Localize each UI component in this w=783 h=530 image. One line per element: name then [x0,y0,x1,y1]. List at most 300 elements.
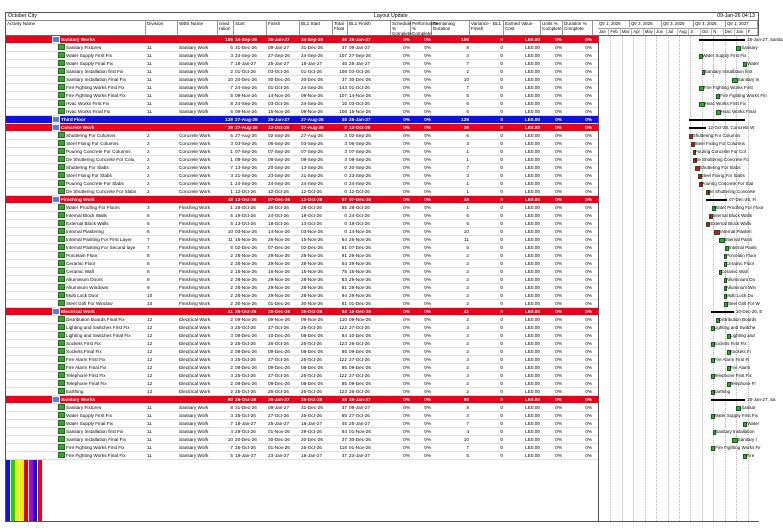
cell-blf: 20-Sep-26 [349,165,371,170]
cell-sp: 0% [403,205,410,210]
cell-pc: 0% [555,309,562,314]
activity-row[interactable] [6,188,598,196]
activity-row[interactable] [6,316,598,324]
column-header-name[interactable]: Activity Name [6,21,146,35]
cell-start: 27-Aug-26 [235,117,258,122]
cell-wbs: Sanitary Work [179,421,209,426]
column-header-rd[interactable]: Remaining Duration [432,21,470,35]
activity-row[interactable] [6,252,598,260]
activity-row[interactable] [6,348,598,356]
activity-icon [58,220,65,226]
cell-pc: 0% [555,213,562,218]
activity-icon [58,204,65,210]
cell-blf: 23-Sep-26 [349,173,371,178]
wbs-row[interactable] [6,116,598,124]
cell-pp: 0% [424,181,431,186]
activity-name: Hvac Works Final Fix [66,109,111,114]
cell-finish: 25-Jan-27 [268,397,290,402]
activity-row[interactable] [6,444,598,452]
cell-bls: 03-Sep-26 [301,141,323,146]
cell-pp: 0% [424,381,431,386]
activity-row[interactable] [6,332,598,340]
cell-pc: 0% [555,325,562,330]
cell-blf: 30-Dec-26 [349,437,371,442]
cell-rd: 1 [466,205,469,210]
column-header-od[interactable]: nned ration [218,21,234,35]
cell-vbl: 0 [500,357,503,362]
activity-name: Electrical Work [61,309,95,314]
cell-sp: 0% [403,181,410,186]
cell-start: 27-Aug-26 [235,133,257,138]
cell-ev: LE0.00 [525,77,540,82]
cell-dp: 0% [585,261,592,266]
cell-wbs: Sanitary Work [179,69,209,74]
cell-tf: 45 [341,421,347,426]
cell-od: 3 [230,173,233,178]
activity-name: Hvac Works First Fix [66,101,110,106]
cell-wbs: Electrical Work [179,357,211,362]
column-header-wbs[interactable]: WBS Name [178,21,218,35]
activity-row[interactable] [6,172,598,180]
cell-start: 25-Oct-26 [235,445,256,450]
column-header-sp[interactable]: Schedule % Complete [392,21,412,36]
month-label: Jan [598,28,609,35]
cell-vbl: 0 [500,453,503,458]
cell-ev: LE0.00 [525,261,540,266]
wbs-row[interactable] [6,196,598,204]
cell-pc: 0% [555,341,562,346]
cell-od: 2 [230,365,233,370]
activity-row[interactable] [6,356,598,364]
cell-ev: LE0.00 [525,253,540,258]
column-header-vbl[interactable]: Variance - BL1 Finish [470,21,504,35]
activity-name: Lighting and Switches First Fix [66,325,130,330]
activity-icon [58,284,65,290]
wbs-row[interactable] [6,36,598,44]
gantt-bar-label: Sanitary I [737,437,757,442]
cell-wbs: Sanitary Work [179,445,209,450]
cell-wbs: Concrete Work [179,181,211,186]
activity-row[interactable] [6,148,598,156]
cell-pp: 0% [424,77,431,82]
cell-od: 6 [230,133,233,138]
cell-finish: 23-Sep-26 [268,173,290,178]
gantt-bar-label: Alluminum Win [725,285,756,290]
cell-finish: 29-Nov-26 [268,253,290,258]
gantt-bar-label: Sockets First Fix [713,341,747,346]
cell-div: 12 [147,325,153,330]
activity-row[interactable] [6,324,598,332]
cell-pc: 0% [555,381,562,386]
wbs-row[interactable] [6,396,598,404]
cell-sp: 0% [403,229,410,234]
activity-icon [58,452,65,458]
cell-bls: 01-Oct-26 [301,69,322,74]
cell-start: 28-Nov-26 [235,261,257,266]
cell-div: 11 [147,405,152,410]
activity-icon [58,60,65,66]
column-header-finish[interactable]: Finish [267,21,300,35]
gantt-bar-label: 25-Jan-27, Sa [747,397,776,402]
activity-icon [58,44,65,50]
activity-row[interactable] [6,204,598,212]
cell-bls: 09-Nov-26 [301,93,323,98]
cell-ev: LE0.00 [525,293,540,298]
cell-div: 12 [147,357,153,362]
cell-pc: 0% [555,189,562,194]
gantt-bar-label: Fire Fighting Works Fir [715,445,761,450]
wbs-summary-bar[interactable] [711,399,745,401]
cell-vbl: 0 [500,301,503,306]
cell-pp: 0% [424,357,431,362]
cell-sp: 0% [403,389,410,394]
cell-ev: LE0.00 [524,309,540,314]
cell-bls: 28-Nov-26 [301,285,323,290]
cell-rd: 1 [466,157,469,162]
cell-pp: 0% [424,197,431,202]
cell-dp: 0% [585,389,592,394]
cell-vbl: 0 [500,229,503,234]
activity-row[interactable] [6,220,598,228]
cell-bls: 08-Dec-26 [301,333,323,338]
cell-tf: 85 [341,365,347,370]
wbs-summary-bar[interactable] [689,119,745,121]
cell-ev: LE0.00 [525,181,540,186]
gantt-bar-label: Water Supply First Fix [702,53,747,58]
cell-pc: 0% [555,93,562,98]
cell-ev: LE0.00 [525,133,540,138]
activity-name: Water Supply Final Fix [66,61,113,66]
cell-start: 03-Nov-26 [235,229,257,234]
quarter-label: Qtr 3, 2026 [662,21,694,27]
cell-blf: 01-Nov-26 [349,445,371,450]
cell-ev: LE0.00 [525,405,540,410]
wbs-row[interactable] [6,308,598,316]
activity-row[interactable] [6,68,598,76]
column-header-div[interactable]: Division [146,21,178,35]
cell-blf: 09-Dec-26 [349,381,371,386]
cell-start: 09-Nov-26 [235,93,257,98]
cell-bls: 13-Oct-26 [301,197,323,202]
cell-rd: 7 [466,445,469,450]
cell-pc: 0% [555,149,562,154]
activity-row[interactable] [6,156,598,164]
cell-tf: 94 [341,293,347,298]
activity-row[interactable] [6,380,598,388]
activity-row[interactable] [6,228,598,236]
cell-blf: 08-Sep-26 [349,157,371,162]
activity-row[interactable] [6,436,598,444]
cell-tf: 64 [341,261,347,266]
cell-wbs: Concrete Work [179,157,211,162]
cell-start: 28-Nov-26 [235,277,257,282]
cell-tf: 0 [344,173,347,178]
cell-wbs: Sanitary Work [179,413,209,418]
activity-icon [58,140,65,146]
cell-sp: 0% [403,381,410,386]
cell-ev: LE0.00 [525,173,540,178]
cell-sp: 0% [403,173,410,178]
wbs-summary-bar[interactable] [706,199,727,201]
activity-name: Sanitary Installation Final Fix [66,77,126,82]
gantt-bar-label: Fire [746,453,755,458]
column-header-dp[interactable]: Duration % Complete [563,21,593,35]
cell-wbs: Electrical Work [179,381,211,386]
activity-icon [58,100,65,106]
cell-ev: LE0.00 [525,429,540,434]
cell-pp: 0% [424,277,431,282]
activity-name: Telephone First Fix [66,373,106,378]
cell-sp: 0% [403,37,410,42]
cell-finish: 27-Oct-26 [268,357,289,362]
gantt-bar-label: Ceramic Floor [725,261,755,266]
cell-pp: 0% [424,53,431,58]
activity-icon [58,444,65,450]
cell-wbs: Sanitary Work [179,405,209,410]
cell-vbl: 0 [500,77,503,82]
cell-tf: 108 [339,69,347,74]
activity-icon [58,68,65,74]
activity-name: Sanitary Works [61,397,96,402]
cell-bls: 25-Oct-26 [301,341,322,346]
activity-row[interactable] [6,180,598,188]
cell-sp: 0% [403,85,410,90]
activity-icon [58,236,65,242]
cell-pp: 0% [424,293,431,298]
cell-pc: 0% [555,133,562,138]
cell-pp: 0% [424,445,431,450]
cell-rd: 6 [466,109,469,114]
activity-row[interactable] [6,44,598,52]
activity-row[interactable] [6,372,598,380]
cell-od: 7 [230,421,233,426]
cell-start: 19-Oct-26 [235,213,256,218]
cell-tf: 37 [341,77,347,82]
activity-row[interactable] [6,132,598,140]
cell-blf: 01-Dec-26 [349,301,371,306]
activity-row[interactable] [6,276,598,284]
cell-pc: 0% [555,301,562,306]
cell-vbl: 0 [500,109,503,114]
cell-od: 3 [230,413,233,418]
gantt-bar-label: External Block Walls [710,221,752,226]
cell-od: 5 [230,213,233,218]
cell-div: 11 [147,85,152,90]
cell-pp: 0% [424,301,431,306]
column-header-tf[interactable]: Total Float [333,21,348,35]
cell-rd: 6 [466,101,469,106]
gantt-bar-label: Porcelain Floor [725,253,757,258]
activity-row[interactable] [6,404,598,412]
cell-start: 25-Oct-26 [235,341,256,346]
cell-tf: 108 [339,109,347,114]
cell-od: 2 [230,277,233,282]
cell-start: 09-Nov-26 [235,109,257,114]
cell-od: 39 [227,125,233,130]
cell-blf: 06-Sep-26 [349,141,371,146]
activity-row[interactable] [6,364,598,372]
cell-vbl: 0 [500,389,503,394]
cell-div: 11 [147,445,152,450]
cell-sp: 0% [403,253,410,258]
cell-vbl: 0 [500,93,503,98]
gantt-bar-label: De Shuttering Concrete Fo [695,157,749,162]
column-header-start[interactable]: Start [234,21,267,35]
cell-finish: 25-Jan-27 [268,421,290,426]
activity-row[interactable] [6,388,598,396]
activity-icon [58,436,65,442]
cell-bls: 07-Sep-26 [301,149,323,154]
cell-rd: 4 [466,429,469,434]
cell-finish: 06-Sep-26 [268,141,290,146]
cell-sp: 0% [403,293,410,298]
cell-sp: 0% [403,397,410,402]
cell-rd: 2 [466,261,469,266]
cell-od: 3 [230,357,233,362]
cell-pp: 0% [424,125,431,130]
cell-blf: 30-Dec-26 [349,77,371,82]
cell-od: 3 [230,373,233,378]
month-label: F [747,28,758,35]
cell-sp: 0% [403,213,410,218]
cell-start: 18-Jan-27 [235,61,257,66]
cell-pp: 0% [424,413,431,418]
gantt-bar-label: 07-Dec-26, Fi [729,197,757,202]
activity-row[interactable] [6,260,598,268]
cell-wbs: Sanitary Work [179,77,209,82]
cell-start: 25-Oct-26 [235,389,256,394]
cell-sp: 0% [403,77,410,82]
cell-pp: 0% [424,221,431,226]
gantt-bar-label: Sanitary Installation first [704,69,753,74]
wbs-icon [52,396,60,403]
cell-div: 3 [147,205,150,210]
cell-pc: 0% [555,205,562,210]
cell-div: 11 [147,453,152,458]
activity-icon [58,268,65,274]
activity-row[interactable] [6,84,598,92]
cell-od: 7 [230,165,233,170]
activity-icon [58,348,65,354]
activity-row[interactable] [6,420,598,428]
gantt-bar-label: Water [747,61,760,66]
cell-bls: 20-Dec-26 [301,77,323,82]
cell-tf: 0 [344,229,347,234]
cell-start: 25-Oct-26 [235,413,256,418]
cell-dp: 0% [585,341,592,346]
cell-bls: 18-Jan-27 [301,453,323,458]
cell-pp: 0% [424,117,431,122]
wbs-row[interactable] [6,124,598,132]
gantt-chart[interactable] [598,36,783,521]
activity-row[interactable] [6,140,598,148]
cell-blf: 26-Oct-26 [349,389,370,394]
column-header-pp[interactable]: Performance % Complete [412,21,439,36]
cell-wbs: Finishing Work [179,277,210,282]
activity-row[interactable] [6,212,598,220]
activity-row[interactable] [6,244,598,252]
cell-rd: 10 [463,437,469,442]
gantt-bar-label: Internal Painti [729,245,757,250]
activity-row[interactable] [6,76,598,84]
cell-finish: 09-Jan-27 [268,405,290,410]
activity-icon [58,164,65,170]
activity-row[interactable] [6,428,598,436]
cell-pc: 0% [555,125,562,130]
activity-row[interactable] [6,52,598,60]
activity-row[interactable] [6,164,598,172]
gantt-bar-label: Internal Painti [724,237,753,242]
column-header-blf[interactable]: BL1 Finish [348,21,391,35]
activity-name: Alluminum Windows [66,285,109,290]
cell-sp: 0% [403,141,410,146]
cell-sp: 0% [403,357,410,362]
column-header-ev[interactable]: Earned Value Cost [504,21,541,35]
cell-pp: 0% [424,309,431,314]
cell-blf: 29-Nov-26 [349,261,371,266]
cell-wbs: Electrical Work [179,325,211,330]
cell-blf: 09-Nov-26 [349,317,371,322]
gantt-gridline [622,36,623,521]
activity-row[interactable] [6,108,598,116]
cell-dp: 0% [585,333,592,338]
cell-tf: 85 [341,413,347,418]
gantt-bar-label: Telephone Fi [729,381,756,386]
activity-row[interactable] [6,452,598,460]
activity-row[interactable] [6,92,598,100]
activity-row[interactable] [6,100,598,108]
activity-row[interactable] [6,300,598,308]
wbs-summary-bar[interactable] [699,39,745,41]
cell-od: 2 [230,317,233,322]
cell-blf: 14-Nov-26 [349,229,371,234]
cell-wbs: Electrical Work [179,373,211,378]
wbs-summary-bar[interactable] [711,311,734,313]
activity-row[interactable] [6,236,598,244]
column-header-bls[interactable]: BL1 Start [300,21,333,35]
cell-div: 11 [147,429,152,434]
column-header-pc[interactable]: Units % Complete [541,21,563,35]
cell-pp: 0% [424,389,431,394]
activity-row[interactable] [6,292,598,300]
cell-finish: 10-Dec-26 [268,333,290,338]
cell-bls: 15-Nov-26 [301,237,323,242]
cell-vbl: 0 [500,173,503,178]
cell-blf: 16-Nov-26 [349,269,371,274]
month-label: May [644,28,655,35]
activity-row[interactable] [6,60,598,68]
cell-div: 11 [147,421,152,426]
gantt-bar-label: Fire Fighting Works Fin [720,93,767,98]
cell-rd: 7 [466,165,469,170]
cell-dp: 0% [585,45,592,50]
activity-row[interactable] [6,268,598,276]
cell-finish: 27-Oct-26 [268,413,289,418]
cell-wbs: Sanitary Work [179,453,209,458]
activity-row[interactable] [6,284,598,292]
activity-row[interactable] [6,340,598,348]
cell-dp: 0% [585,429,592,434]
cell-wbs: Sanitary Work [179,53,209,58]
cell-start: 24-Sep-26 [235,101,257,106]
cell-sp: 0% [403,365,410,370]
gantt-gridline [656,36,657,521]
activity-row[interactable] [6,412,598,420]
wbs-summary-bar[interactable] [689,127,706,129]
cell-pp: 0% [424,397,431,402]
cell-dp: 0% [585,405,592,410]
cell-pp: 0% [424,349,431,354]
